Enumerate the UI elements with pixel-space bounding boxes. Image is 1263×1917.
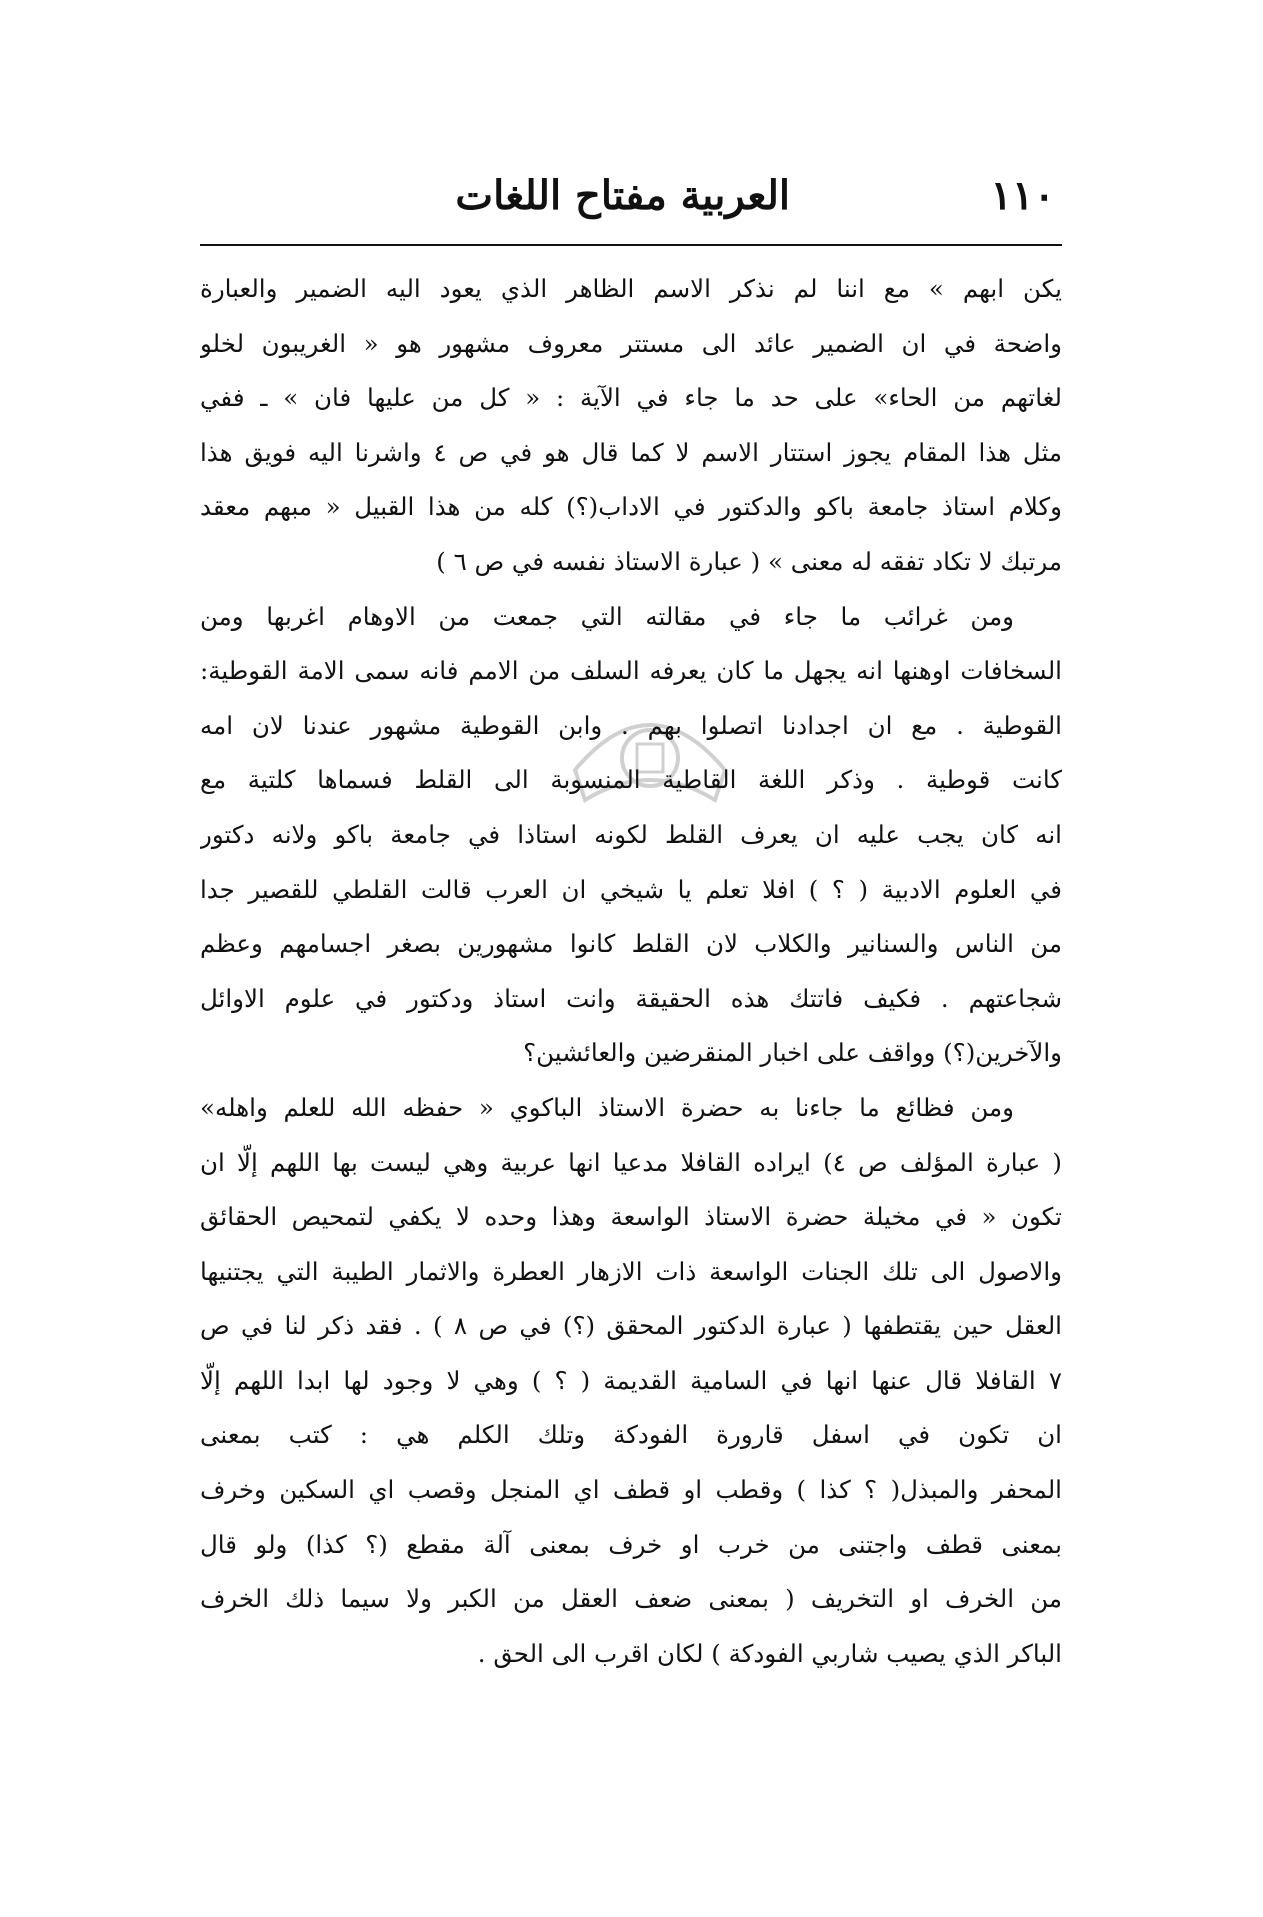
- text-line: المحفر والمبذل( ؟ كذا ) وقطب او قطف اي المنجل وقصب اي السكين وخرف: [200, 1475, 1062, 1505]
- paragraph-1: [200, 262, 1062, 590]
- text-line: كانت قوطية . وذكر اللغة القاطية المنسوبة الى القلط فسماها كلتية مع: [200, 765, 1062, 795]
- paragraph-3: [200, 1081, 1062, 1682]
- paragraph-2: [200, 590, 1062, 1081]
- text-line: ان تكون في اسفل قارورة الفودكة وتلك الكلم هي : كتب بمعنى: [200, 1420, 1062, 1450]
- running-title: العربية مفتاح اللغات: [455, 172, 790, 219]
- text-line: والآخرين(؟) وواقف على اخبار المنقرضين والعائشين؟: [523, 1038, 1062, 1068]
- text-line: من الخرف او التخريف ( بمعنى ضعف العقل من الكبر ولا سيما ذلك الخرف: [200, 1584, 1062, 1614]
- text-line: تكون « في مخيلة حضرة الاستاذ الواسعة وهذا وحده لا يكفي لتمحيص الحقائق: [200, 1202, 1062, 1232]
- text-line: بمعنى قطف واجتنى من خرب او خرف بمعنى آلة مقطع (؟ كذا) ولو قال: [200, 1529, 1062, 1559]
- text-line: انه كان يجب عليه ان يعرف القلط لكونه استاذا في جامعة باكو ولانه دكتور: [200, 819, 1062, 849]
- text-line: وكلام استاذ جامعة باكو والدكتور في الاداب(؟) كله من هذا القبيل « مبهم معقد: [200, 492, 1062, 522]
- text-line: العقل حين يقتطفها ( عبارة الدكتور المحقق (؟) في ص ٨ ) . فقد ذكر لنا في ص: [200, 1311, 1062, 1341]
- text-line: ومن غرائب ما جاء في مقالته التي جمعت من الاوهام اغربها ومن: [200, 601, 1014, 631]
- header-rule: [200, 244, 1062, 246]
- body-text: [200, 262, 1062, 1681]
- page-number: ١١٠: [990, 172, 1055, 219]
- text-line: شجاعتهم . فكيف فاتتك هذه الحقيقة وانت استاذ ودكتور في علوم الاوائل: [200, 983, 1062, 1013]
- text-line: الباكر الذي يصيب شاربي الفودكة ) لكان اقرب الى الحق .: [477, 1638, 1062, 1668]
- text-line: ومن فظائع ما جاءنا به حضرة الاستاذ الباكوي « حفظه الله للعلم واهله»: [200, 1092, 1014, 1122]
- text-line: والاصول الى تلك الجنات الواسعة ذات الازهار العطرة والاثمار الطيبة التي يجتنيها: [200, 1256, 1062, 1286]
- page-header: [210, 168, 1055, 232]
- text-line: لغاتهم من الحاء» على حد ما جاء في الآية : « كل من عليها فان » ـ ففي: [200, 383, 1062, 413]
- text-line: القوطية . مع ان اجدادنا اتصلوا بهم . وابن القوطية مشهور عندنا لان امه: [200, 710, 1062, 740]
- text-line: ٧ القافلا قال عنها انها في السامية القديمة ( ؟ ) وهي لا وجود لها ابدا اللهم إلّا: [200, 1365, 1062, 1395]
- text-line: مثل هذا المقام يجوز استتار الاسم لا كما قال هو في ص ٤ واشرنا اليه فويق هذا: [200, 437, 1062, 467]
- text-line: من الناس والسنانير والكلاب لان القلط كانوا مشهورين بصغر اجسامهم وعظم: [200, 929, 1062, 959]
- text-line: مرتبك لا تكاد تفقه له معنى » ( عبارة الاستاذ نفسه في ص ٦ ): [436, 546, 1062, 576]
- text-line: يكن ابهم » مع اننا لم نذكر الاسم الظاهر الذي يعود اليه الضمير والعبارة: [200, 274, 1062, 303]
- text-line: في العلوم الادبية ( ؟ ) افلا تعلم يا شيخي ان العرب قالت القلطي للقصير جدا: [200, 874, 1062, 904]
- text-line: السخافات اوهنها انه يجهل ما كان يعرفه السلف من الامم فانه سمى الامة القوطية:: [200, 656, 1062, 686]
- text-line: ( عبارة المؤلف ص ٤) ايراده القافلا مدعيا انها عربية وهي ليست بها اللهم إلّا ان: [200, 1147, 1062, 1177]
- text-line: واضحة في ان الضمير عائد الى مستتر معروف مشهور هو « الغريبون لخلو: [200, 328, 1062, 358]
